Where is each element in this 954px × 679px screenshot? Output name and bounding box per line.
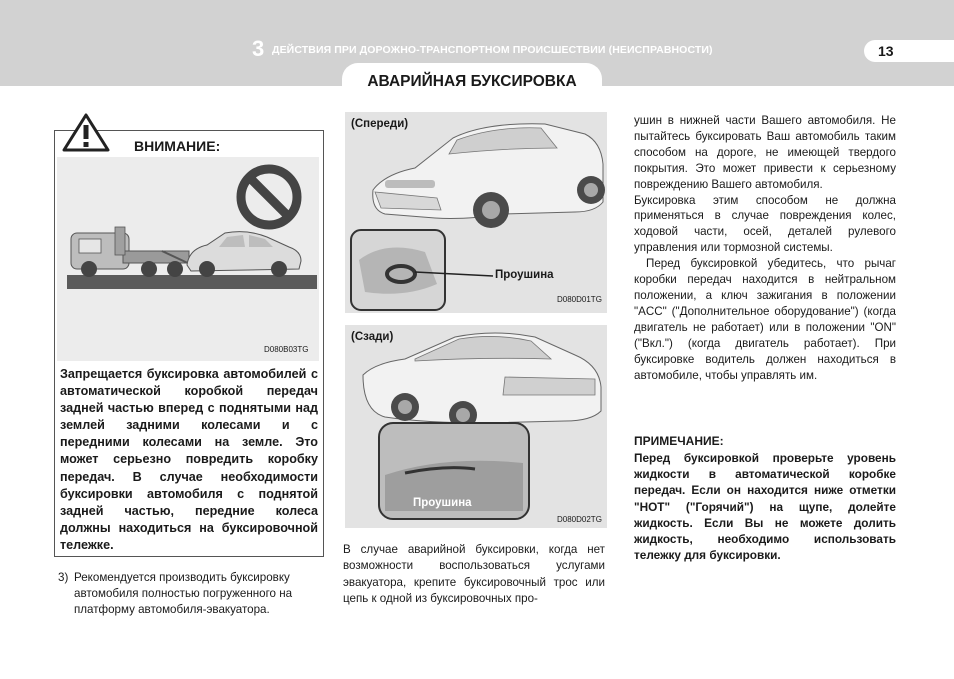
front-tow-hook-photo: [345, 112, 607, 313]
rear-callout-label: Проушина: [413, 497, 472, 509]
right-column-text: [634, 113, 896, 383]
front-figure-label: (Спереди): [351, 118, 409, 130]
chapter-title: ДЕЙСТВИЯ ПРИ ДОРОЖНО-ТРАНСПОРТНОМ ПРОИСШЕСТВИИ (НЕИСПРАВНОСТИ): [272, 44, 713, 56]
right-paragraph-3: Перед буксировкой убедитесь, что рычаг коробки передач находится в нейтральном положении, а ключ зажигания в положении "ACC" ("Дополнительное оборудование") (когда двигатель не работает) или в положении "ON" ("Вкл.") (когда двигатель работает). При буксировке водитель должен находиться в автомобиле, чтобы управлять им.: [634, 257, 896, 382]
front-callout-label: Проушина: [495, 269, 554, 281]
warning-title: ВНИМАНИЕ:: [134, 138, 221, 154]
note-3-number: 3): [58, 571, 69, 584]
note-3: [58, 570, 320, 618]
rear-tow-hook-photo: [345, 325, 607, 528]
note-text: Перед буксировкой проверьте уровень жидкости в автоматической коробке передач. Если он находится ниже отметки "HOT" ("Горячий") на щупе, долейте жидкость. Если Вы не можете долить жидкость, необходимо использовать тележку для буксировки.: [634, 451, 896, 563]
right-paragraph-1: ушин в нижней части Вашего автомобиля. Не пытайтесь буксировать Ваш автомобиль таким способом на дороге, не имеющей твердого покрытия. Это может привести к серьезному повреждению Вашего автомобиля.: [634, 114, 896, 191]
note-3-text: Рекомендуется производить буксировку автомобиля полностью погруженного на платформу автомобиля-эвакуатора.: [74, 571, 293, 616]
rear-figure-label: (Сзади): [351, 331, 394, 343]
chapter-number: 3: [252, 36, 265, 61]
page-number: 13: [864, 40, 954, 62]
middle-paragraph: В случае аварийной буксировки, когда нет возможности воспользоваться услугами эвакуатора, крепите буксировочный трос или цепь к одной из буксировочных про-: [343, 543, 605, 606]
right-paragraph-2: Буксировка этим способом не должна применяться в случае повреждения колес, ходовой части, осей, деталей рулевого управления или тормозной системы.: [634, 193, 896, 255]
note-title: ПРИМЕЧАНИЕ:: [634, 434, 724, 448]
warning-text: Запрещается буксировка автомобилей с автоматической коробкой передач задней частью вперед с поднятыми над землей задними колесами и с передними колесами на земле. Это может серьезно повредить коробку передач. В случае необходимости буксировки автомобиля с поднятой задней частью, передние колеса должны находиться на буксировочной тележке.: [60, 367, 318, 552]
rear-image-code: D080D02TG: [557, 515, 602, 524]
warning-image-code: D080B03TG: [264, 345, 309, 354]
warning-triangle-icon: [62, 113, 110, 153]
towing-prohibited-illustration: [57, 157, 319, 361]
front-image-code: D080D01TG: [557, 295, 602, 304]
section-title: АВАРИЙНАЯ БУКСИРОВКА: [342, 63, 602, 99]
